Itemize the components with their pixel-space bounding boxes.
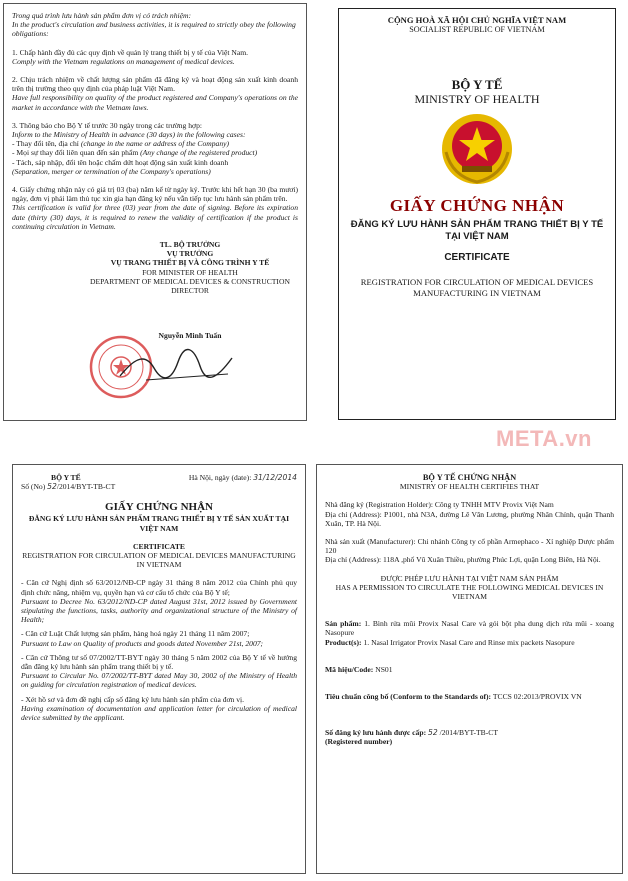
number-suffix: /2014/BYT-TB-CT — [56, 482, 116, 492]
product-en-value: 1. Nasal Irrigator Provix Nasal Care and Rinse mix packets Nasopure — [363, 637, 575, 647]
code-value: NS01 — [375, 664, 393, 674]
reg-en: (Registered number) — [325, 737, 393, 747]
basis2-en: Pursuant to Law on Quality of products and goods dated November 21st, 2007; — [21, 638, 264, 648]
product-en — [325, 638, 614, 647]
permit-vi: ĐƯỢC PHÉP LƯU HÀNH TẠI VIỆT NAM SẢN PHẨM — [380, 573, 559, 583]
item3c-vi: - Tách, sáp nhập, đổi tên hoặc chấm dứt hoạt động sản xuất kinh doanh — [12, 157, 229, 167]
product-vi-value: 1. Bình rửa mũi Provix Nasal Care và gói bột pha dung dịch rửa mũi - xoang Nasopure — [325, 619, 614, 638]
certify-panel — [316, 464, 623, 874]
country-vi: CỘNG HOÀ XÃ HỘI CHỦ NGHĨA VIỆT NAM — [387, 15, 567, 25]
basis2-vi: - Căn cứ Luật Chất lượng sản phẩm, hàng hoá ngày 21 tháng 11 năm 2007; — [21, 629, 250, 639]
national-emblem-icon — [440, 112, 514, 186]
item4-en: This certification is valid for three (03) year from the date of signing. Before its expiration date (thirty (30) days, it is required to renew the validity of certification if the product is continuing circulation in Vietnam. — [12, 203, 298, 231]
decision-certificate: CERTIFICATE — [133, 541, 185, 551]
basis1-vi: - Căn cứ Nghị định số 63/2012/NĐ-CP ngày 31 tháng 8 năm 2012 của Chính phủ quy định chức năng, nhiệm vụ, quyền hạn và cơ cấu tổ chức của Bộ Y tế; — [21, 578, 297, 597]
signer-name: Nguyễn Minh Tuấn — [158, 331, 222, 341]
handwritten-reg-number: 52 — [428, 728, 438, 738]
product-en-label: Product(s): — [325, 637, 362, 647]
product-vi — [325, 619, 614, 637]
manufacturer: Nhà sản xuất (Manufacturer): Chi nhánh Công ty cổ phần Armephaco - Xí nghiệp Dược phẩm 120 — [325, 537, 614, 556]
item2-en: Have full responsibility on quality of the product registered and Company's operations on the market in accordance with the Vietnam laws. — [12, 93, 298, 112]
decision-number — [21, 482, 297, 491]
permit-en: HAS A PERMISSION TO CIRCULATE THE FOLLOWING MEDICAL DEVICES IN VIETNAM — [335, 582, 604, 602]
item3c-en: (Separation, merger or termination of the Company's operations) — [12, 166, 211, 176]
holder-address: Địa chỉ (Address): P1001, nhà N3A, đường Lê Văn Lương, phường Nhân Chính, quận Thanh Xuân, TP. Hà Nội. — [325, 509, 614, 528]
cover-certificate: CERTIFICATE — [444, 252, 510, 263]
intro-en: In the product's circulation and business activities, it is required to strictly obey the following obligations: — [12, 20, 296, 39]
certify-head-en: MINISTRY OF HEALTH CERTIFIES THAT — [399, 482, 540, 492]
basis1-en: Pursuant to Decree No. 63/2012/ND-CP dated August 31st, 2012 issued by Government stipulating the functions, tasks, authority and organizational structure of the Ministry of Health; — [21, 596, 297, 625]
item4-vi: 4. Giấy chứng nhận này có giá trị 03 (ba) năm kể từ ngày ký. Trước khi hết hạn 30 (ba mươi) ngày, đơn vị phải làm thủ tục xin gia hạn đăng ký nếu vẫn tiếp tục lưu hành sản phẩm trên. — [12, 185, 298, 204]
reg-label: Số đăng ký lưu hành được cấp: — [325, 728, 427, 738]
sign-line-1: TL. BỘ TRƯỞNG — [159, 240, 221, 250]
sign-line-6: DIRECTOR — [171, 286, 209, 296]
standard-value: TCCS 02:2013/PROVIX VN — [492, 692, 582, 702]
cover-panel — [338, 8, 616, 420]
decision-date — [189, 473, 297, 482]
item3b-vi: - Mọi sự thay đổi liên quan đến sản phẩm — [12, 148, 139, 158]
sign-line-3: VỤ TRANG THIẾT BỊ VÀ CÔNG TRÌNH Y TẾ — [110, 258, 270, 268]
item1-en: Comply with the Vietnam regulations on management of medical devices. — [12, 56, 235, 66]
decision-ministry: BỘ Y TẾ — [51, 473, 81, 482]
obligations-panel — [3, 3, 307, 421]
certify-head-vi: BỘ Y TẾ CHỨNG NHẬN — [422, 473, 517, 482]
item3b-en: (Any change of the registered product) — [140, 148, 258, 158]
code-label: Mã hiệu/Code: — [325, 664, 374, 674]
basis4-en: Having examination of documentation and application letter for circulation of medical device submitted by the applicant. — [21, 703, 297, 723]
item3a — [12, 139, 298, 148]
item2-vi: 2. Chịu trách nhiệm về chất lượng sản phẩm đã đăng ký và hoạt động sản xuất kinh doanh trên thị trường theo quy định của pháp luật Việt Nam. — [12, 75, 298, 94]
sign-line-4: FOR MINISTER OF HEALTH — [142, 267, 238, 277]
ministry-en: MINISTRY OF HEALTH — [414, 92, 540, 106]
decision-header — [21, 473, 297, 482]
decision-subtitle-en: REGISTRATION FOR CIRCULATION OF MEDICAL DEVICES MANUFACTURING IN VIETNAM — [22, 551, 296, 570]
item3a-en: (change in the name or address of the Company) — [80, 139, 230, 149]
ministry-vi: BỘ Y TẾ — [451, 77, 503, 92]
cover-title: GIẤY CHỨNG NHẬN — [389, 196, 565, 215]
product-vi-label: Sản phẩm: — [325, 619, 362, 629]
sign-line-5: DEPARTMENT OF MEDICAL DEVICES & CONSTRUCTION — [90, 276, 290, 286]
handwritten-date: 31/12/2014 — [253, 473, 297, 482]
cover-subtitle-vi: ĐĂNG KÝ LƯU HÀNH SẢN PHẨM TRANG THIẾT BỊ Y TẾ TẠI VIỆT NAM — [350, 219, 604, 242]
item1-vi: 1. Chấp hành đầy đủ các quy định về quản lý trang thiết bị y tế của Việt Nam. — [12, 47, 249, 57]
basis4-vi: - Xét hồ sơ và đơn đề nghị cấp số đăng ký lưu hành sản phẩm của đơn vị. — [21, 694, 245, 704]
decision-title: GIẤY CHỨNG NHẬN — [105, 501, 213, 514]
decision-subtitle-vi: ĐĂNG KÝ LƯU HÀNH SẢN PHẨM TRANG THIẾT BỊ Y TẾ SẢN XUẤT TẠI VIỆT NAM — [28, 514, 290, 533]
item3b — [12, 148, 298, 157]
handwritten-signature — [116, 346, 236, 386]
registration-holder: Nhà đăng ký (Registration Holder): Công ty TNHH MTV Provix Việt Nam — [325, 500, 554, 510]
standard-label: Tiêu chuẩn công bố (Conform to the Standards of): — [325, 692, 492, 702]
basis3-en: Pursuant to Circular No. 07/2002/TT-BYT dated May 30, 2002 of the Ministry of Health on guiding for circulation registration of medical devices. — [21, 671, 297, 690]
reg-suffix: /2014/BYT-TB-CT — [439, 728, 498, 738]
country-en: SOCIALIST REPUBLIC OF VIETNAM — [409, 25, 545, 34]
item3-en: Inform to the Ministry of Health in advance (30 days) in the following cases: — [12, 130, 246, 140]
handwritten-number: 52 — [47, 482, 57, 492]
place-date-label: Hà Nội, ngày (date): — [188, 473, 252, 482]
cover-subtitle-en: REGISTRATION FOR CIRCULATION OF MEDICAL DEVICES MANUFACTURING IN VIETNAM — [360, 277, 594, 298]
number-label: Số (No) — [21, 482, 46, 492]
manufacturer-address: Địa chỉ (Address): 118A ,phố Vũ Xuân Thiều, phường Phúc Lợi, quận Long Biên, Hà Nội. — [325, 555, 601, 565]
item3a-vi: - Thay đổi tên, địa chỉ — [12, 139, 79, 149]
standard — [325, 692, 614, 701]
intro-vi: Trong quá trình lưu hành sản phẩm đơn vị có trách nhiệm: — [12, 11, 191, 20]
sign-line-2: VỤ TRƯỞNG — [166, 249, 214, 259]
basis3-vi: - Căn cứ Thông tư số 07/2002/TT-BYT ngày 30 tháng 5 năm 2002 của Bộ Y tế về hướng dẫn đăng ký lưu hành sản phẩm trang thiết bị y tế. — [21, 652, 297, 672]
item3-vi: 3. Thông báo cho Bộ Y tế trước 30 ngày trong các trường hợp: — [12, 120, 202, 130]
signature-block — [12, 240, 298, 340]
decision-panel — [12, 464, 306, 874]
registered-number — [325, 728, 614, 737]
product-code — [325, 665, 614, 674]
meta-watermark: META.vn — [496, 426, 592, 451]
